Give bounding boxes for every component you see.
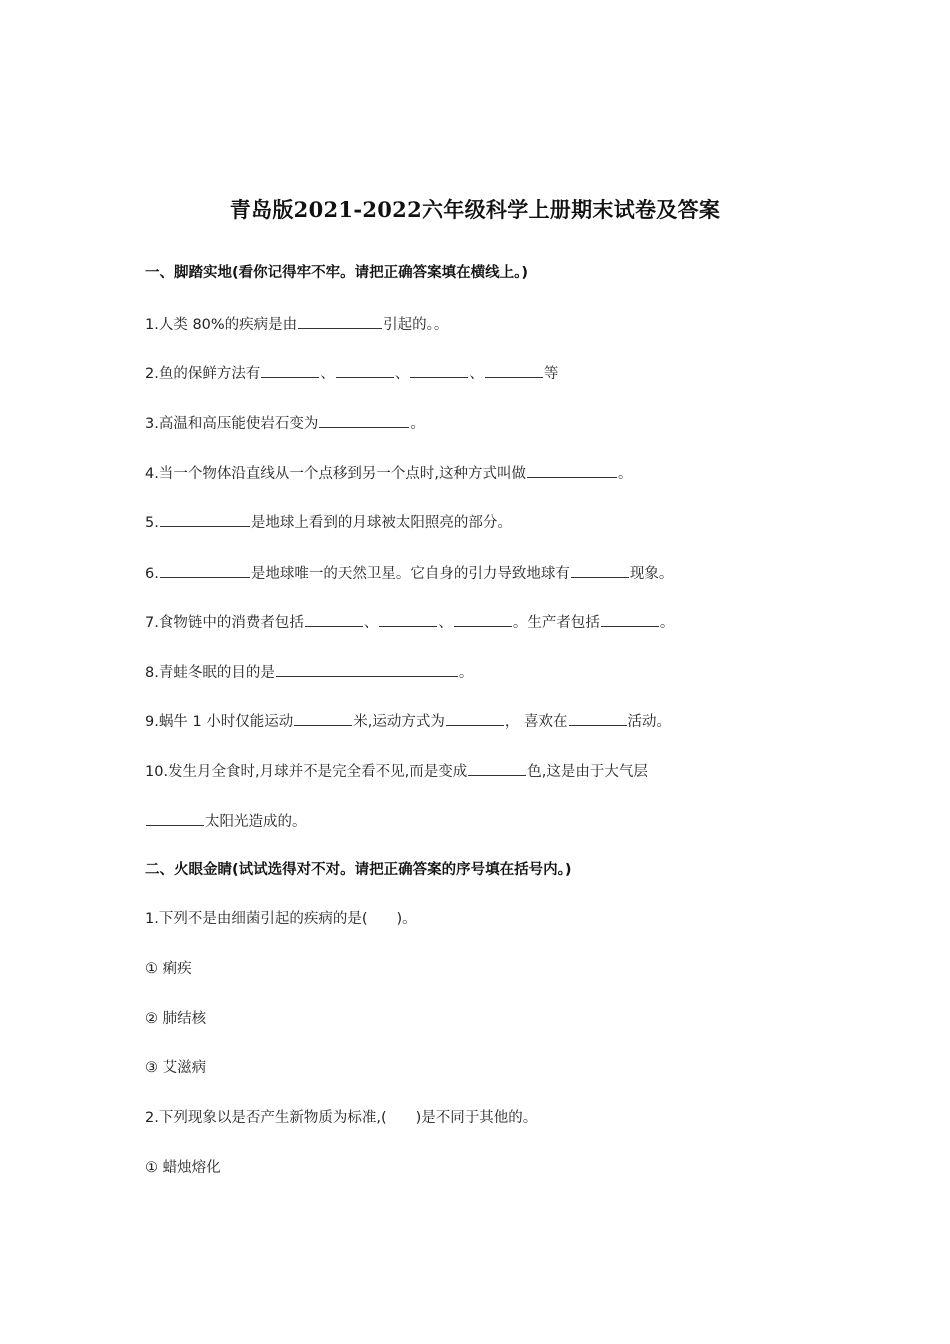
option-2-1-2: ② 肺结核 (145, 1011, 207, 1027)
answer-blank (294, 710, 352, 726)
answer-blank (298, 313, 382, 329)
answer-blank (146, 810, 204, 826)
section-2-heading: 二、火眼金睛(试试选得对不对。请把正确答案的序号填在括号内。) (145, 862, 572, 878)
option-2-1-3: ③ 艾滋病 (145, 1060, 207, 1076)
document-title: 青岛版2021-2022六年级科学上册期末试卷及答案 (229, 197, 721, 222)
answer-blank (319, 412, 409, 428)
answer-blank (305, 611, 363, 627)
answer-blank (446, 710, 504, 726)
question-1-10-continued: 太阳光造成的。 (145, 810, 307, 832)
answer-blank (276, 661, 458, 677)
question-1-6: 6. 是地球唯一的天然卫星。它自身的引力导致地球有 现象。 (145, 562, 673, 584)
answer-blank (379, 611, 437, 627)
question-1-7: 7.食物链中的消费者包括 、 、 。生产者包括 。 (145, 611, 674, 633)
option-2-1-1: ① 痢疾 (145, 961, 192, 977)
question-1-9: 9.蜗牛 1 小时仅能运动 米,运动方式为 ， 喜欢在 活动。 (145, 710, 671, 732)
answer-blank (485, 362, 543, 378)
answer-blank (160, 511, 250, 527)
answer-blank (601, 611, 659, 627)
answer-blank (410, 362, 468, 378)
question-1-3: 3.高温和高压能使岩石变为 。 (145, 412, 425, 434)
question-2-1: 1.下列不是由细菌引起的疾病的是( )。 (145, 911, 417, 927)
question-1-2: 2.鱼的保鲜方法有 、 、 、 等 (145, 362, 558, 384)
answer-blank (569, 710, 627, 726)
question-1-5: 5. 是地球上看到的月球被太阳照亮的部分。 (145, 511, 512, 533)
answer-blank (160, 562, 250, 578)
answer-blank (454, 611, 512, 627)
answer-blank (571, 562, 629, 578)
question-1-4: 4.当一个物体沿直线从一个点移到另一个点时,这种方式叫做 。 (145, 462, 632, 484)
answer-blank (527, 462, 617, 478)
question-1-10: 10.发生月全食时,月球并不是完全看不见,而是变成 色,这是由于大气层 (145, 760, 648, 782)
question-1-8: 8.青蛙冬眠的目的是 。 (145, 661, 473, 683)
answer-blank (468, 760, 526, 776)
section-1-heading: 一、脚踏实地(看你记得牢不牢。请把正确答案填在横线上。) (145, 265, 529, 281)
answer-blank (261, 362, 319, 378)
answer-blank (336, 362, 394, 378)
question-2-2: 2.下列现象以是否产生新物质为标准,( )是不同于其他的。 (145, 1110, 538, 1126)
question-1-1: 1.人类 80%的疾病是由 引起的。。 (145, 313, 448, 335)
option-2-2-1: ① 蜡烛熔化 (145, 1160, 221, 1176)
